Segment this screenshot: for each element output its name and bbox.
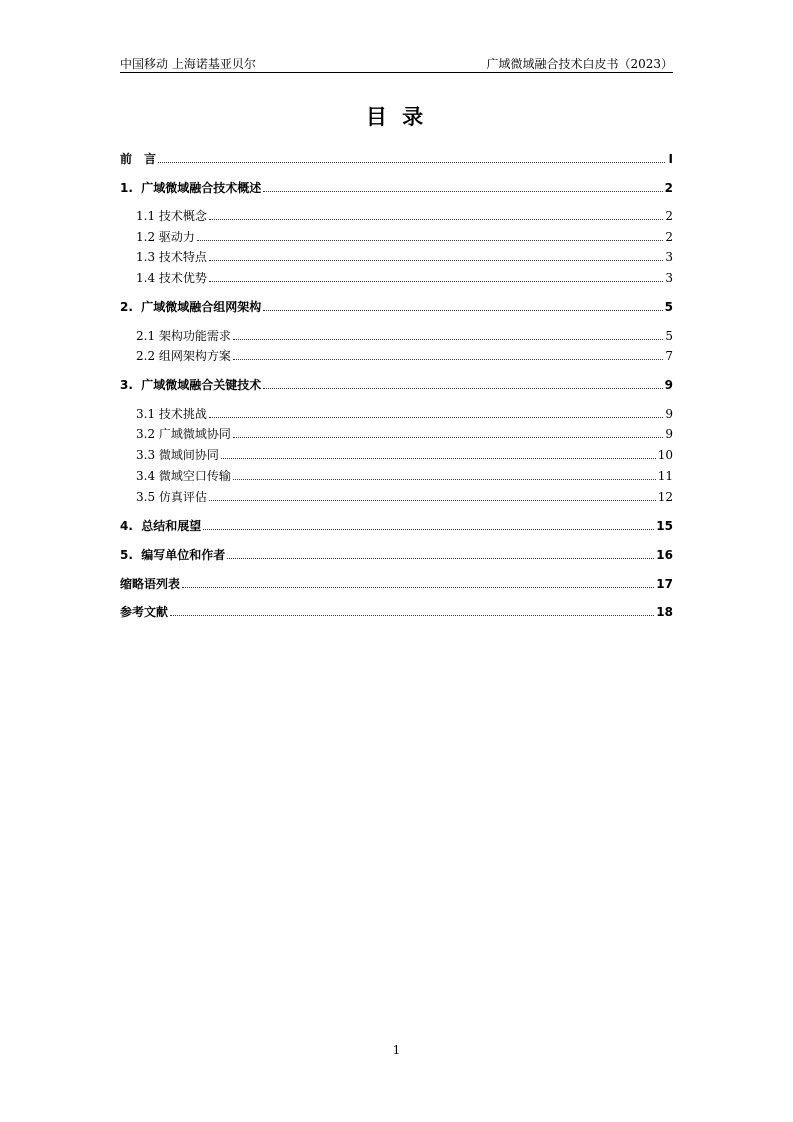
- toc-entry-number: 2.2: [136, 349, 156, 363]
- toc-dot-leader: [233, 329, 663, 340]
- toc-entry-number: 1.: [120, 181, 133, 195]
- toc-dot-leader: [263, 181, 662, 192]
- toc-entry[interactable]: [120, 405, 673, 421]
- toc-entry-page: 11: [657, 469, 673, 483]
- toc-number-spacer: [133, 181, 141, 195]
- toc-number-spacer: [133, 378, 141, 392]
- toc-entry-page: 2: [665, 230, 673, 244]
- toc-entry[interactable]: [120, 248, 673, 264]
- toc-entry-page: 9: [665, 407, 673, 421]
- toc-entry-page: I: [668, 152, 673, 166]
- toc-entry-page: 18: [656, 605, 673, 619]
- toc-entry[interactable]: [120, 425, 673, 441]
- toc-entry[interactable]: [120, 228, 673, 244]
- toc-number-spacer: [133, 300, 141, 314]
- toc-dot-leader: [209, 271, 663, 282]
- header-right-text: 广域微域融合技术白皮书（2023）: [486, 57, 673, 71]
- toc-entry-page: 7: [665, 349, 673, 363]
- toc-entry[interactable]: [120, 376, 673, 392]
- toc-dot-leader: [209, 250, 663, 261]
- toc-entry-page: 3: [665, 250, 673, 264]
- toc-entry-number: 3.5: [136, 490, 156, 504]
- toc-entry-title: 仿真评估: [158, 490, 207, 504]
- toc-entry-title: 广域微域融合技术概述: [141, 181, 262, 195]
- toc-dot-leader: [170, 605, 654, 616]
- toc-number-spacer: [133, 519, 141, 533]
- toc-entry-page: 10: [657, 448, 673, 462]
- toc-entry-title: 微域间协同: [158, 448, 219, 462]
- toc-dot-leader: [209, 407, 663, 418]
- toc-entry[interactable]: [120, 150, 673, 166]
- toc-entry-page: 15: [656, 519, 673, 533]
- toc-dot-leader: [227, 548, 654, 559]
- toc-entry[interactable]: [120, 517, 673, 533]
- toc-entry-page: 2: [665, 209, 673, 223]
- toc-entry-title: 广域微域融合组网架构: [141, 300, 262, 314]
- toc-dot-leader: [203, 519, 654, 530]
- toc-entry-title: 编写单位和作者: [141, 548, 226, 562]
- toc-dot-leader: [197, 230, 663, 241]
- toc-entry-page: 9: [664, 378, 673, 392]
- toc-entry-number: 2.1: [136, 329, 156, 343]
- toc-number-spacer: [133, 548, 141, 562]
- toc-entry-title: 总结和展望: [141, 519, 202, 533]
- header-left-text: 中国移动 上海诺基亚贝尔: [120, 57, 256, 71]
- toc-dot-leader: [233, 427, 663, 438]
- page-number: 1: [392, 1043, 401, 1057]
- toc-entry[interactable]: [120, 488, 673, 504]
- toc-entry[interactable]: [120, 298, 673, 314]
- toc-entry-number: 1.3: [136, 250, 156, 264]
- toc-entry-number: 1.1: [136, 209, 156, 223]
- toc-entry-title: 组网架构方案: [158, 349, 231, 363]
- toc-entry-page: 9: [665, 427, 673, 441]
- toc-dot-leader: [263, 300, 662, 311]
- toc-entry-number: 3.3: [136, 448, 156, 462]
- toc-entry-page: 3: [665, 271, 673, 285]
- toc-dot-leader: [233, 469, 656, 480]
- toc-entry-number: 3.1: [136, 407, 156, 421]
- toc-entry-title: 技术挑战: [158, 407, 207, 421]
- toc-entry-number: 3.2: [136, 427, 156, 441]
- toc-entry[interactable]: [120, 467, 673, 483]
- toc-entry[interactable]: [120, 575, 673, 591]
- toc-entry-number: 2.: [120, 300, 133, 314]
- toc-entry-title: 微域空口传输: [158, 469, 231, 483]
- toc-entry-title: 技术特点: [158, 250, 207, 264]
- toc-entry-page: 5: [665, 329, 673, 343]
- toc-dot-leader: [158, 152, 665, 163]
- page-title: 目 录: [365, 105, 428, 129]
- toc-entry-title: 广域微域融合关键技术: [141, 378, 262, 392]
- page-header: [120, 56, 673, 73]
- toc-entry[interactable]: [120, 207, 673, 223]
- toc-entry[interactable]: [120, 347, 673, 363]
- toc-entry[interactable]: [120, 269, 673, 285]
- toc-dot-leader: [209, 209, 663, 220]
- toc-entry-number: 3.4: [136, 469, 156, 483]
- toc-entry-title: 参考文献: [120, 605, 169, 619]
- toc-dot-leader: [263, 378, 662, 389]
- toc-entry[interactable]: [120, 179, 673, 195]
- toc-dot-leader: [182, 577, 654, 588]
- toc-entry-page: 17: [656, 577, 673, 591]
- toc-entry-number: 1.4: [136, 271, 156, 285]
- toc-entry-title: 技术优势: [158, 271, 207, 285]
- toc-entry-page: 16: [656, 548, 673, 562]
- toc-entry[interactable]: [120, 603, 673, 619]
- toc-entry-number: 1.2: [136, 230, 156, 244]
- toc-entry-title: 技术概念: [158, 209, 207, 223]
- toc-dot-leader: [209, 490, 656, 501]
- toc-entry[interactable]: [120, 327, 673, 343]
- toc-entry[interactable]: [120, 546, 673, 562]
- toc-entry-title: 前 言: [120, 152, 157, 166]
- toc-entry[interactable]: [120, 446, 673, 462]
- toc-entry-title: 驱动力: [158, 230, 195, 244]
- toc-entry-number: 3.: [120, 378, 133, 392]
- toc-entry-title: 缩略语列表: [120, 577, 181, 591]
- toc-dot-leader: [233, 349, 663, 360]
- toc-entry-title: 架构功能需求: [158, 329, 231, 343]
- toc-entry-title: 广域微域协同: [158, 427, 231, 441]
- toc-entry-page: 2: [664, 181, 673, 195]
- toc-entry-page: 12: [657, 490, 673, 504]
- toc-entry-page: 5: [664, 300, 673, 314]
- toc-entry-number: 5.: [120, 548, 133, 562]
- toc-entry-number: 4.: [120, 519, 133, 533]
- toc-dot-leader: [221, 448, 656, 459]
